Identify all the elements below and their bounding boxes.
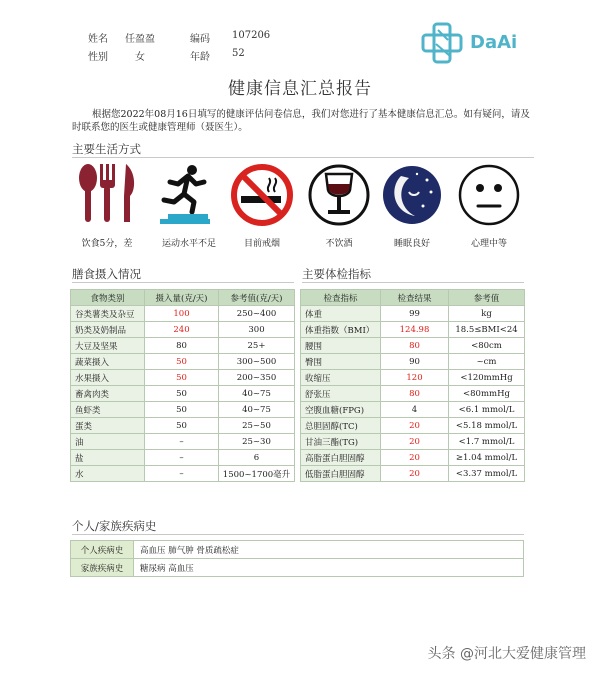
logo-text: DaAi — [470, 32, 518, 53]
row-label: 畜禽肉类 — [71, 386, 145, 402]
table-row — [71, 354, 295, 370]
row-label: 鱼虾类 — [71, 402, 145, 418]
table-row — [301, 466, 525, 482]
row-reference: 300 — [219, 322, 295, 338]
row-label: 总胆固醇(TC) — [301, 418, 381, 434]
row-label: 水果摄入 — [71, 370, 145, 386]
row-reference: ~cm — [449, 354, 525, 370]
row-value: 90 — [381, 354, 449, 370]
divider — [72, 534, 524, 535]
table-row — [301, 418, 525, 434]
table-row — [71, 434, 295, 450]
row-label: 水 — [71, 466, 145, 482]
table-row — [71, 418, 295, 434]
row-value: – — [145, 434, 219, 450]
row-value: 20 — [381, 434, 449, 450]
row-label: 高脂蛋白胆固醇 — [301, 450, 381, 466]
table-row — [301, 338, 525, 354]
table-row — [301, 450, 525, 466]
page-title: 健康信息汇总报告 — [228, 79, 372, 99]
row-reference: 6 — [219, 450, 295, 466]
intro-paragraph: 根据您2022年08月16日填写的健康评估问卷信息，我们对您进行了基本健康信息汇总。如有疑问，请及时联系您的医生或健康管理师（聂医生）。 — [72, 109, 530, 133]
lifestyle-label-smoking: 目前戒烟 — [243, 239, 280, 249]
row-value: 50 — [145, 354, 219, 370]
row-value: 50 — [145, 370, 219, 386]
fork-knife-icon — [74, 162, 140, 228]
row-value: 240 — [145, 322, 219, 338]
row-value: 124.98 — [381, 322, 449, 338]
row-reference: <80mmHg — [449, 386, 525, 402]
table-row — [301, 354, 525, 370]
name-label: 姓名 — [88, 34, 108, 45]
row-label: 大豆及坚果 — [71, 338, 145, 354]
row-label: 舒张压 — [301, 386, 381, 402]
row-label: 蔬菜摄入 — [71, 354, 145, 370]
code-value: 107206 — [232, 30, 271, 41]
row-value: 80 — [381, 386, 449, 402]
lifestyle-label-mental: 心理中等 — [470, 239, 507, 249]
table-row — [301, 434, 525, 450]
table-header-row — [301, 290, 525, 306]
row-label: 体重指数（BMI） — [301, 322, 381, 338]
row-reference: kg — [449, 306, 525, 322]
table-row — [71, 338, 295, 354]
row-label: 体重 — [301, 306, 381, 322]
row-value: 50 — [145, 386, 219, 402]
row-value: 50 — [145, 402, 219, 418]
exam-heading: 主要体检指标 — [302, 267, 371, 281]
table-row — [301, 370, 525, 386]
table-row — [301, 386, 525, 402]
code-label: 编码 — [190, 34, 210, 45]
table-row — [71, 466, 295, 482]
neutral-face-icon — [456, 162, 522, 228]
sex-value: 女 — [135, 52, 145, 63]
history-heading: 个人/家族疾病史 — [72, 519, 157, 533]
row-label: 盐 — [71, 450, 145, 466]
table-row — [71, 559, 524, 577]
diet-heading: 膳食摄入情况 — [72, 267, 141, 281]
table-row — [71, 322, 295, 338]
row-label: 油 — [71, 434, 145, 450]
row-reference: 250~400 — [219, 306, 295, 322]
row-reference: 25~50 — [219, 418, 295, 434]
table-row — [71, 541, 524, 559]
row-reference: <80cm — [449, 338, 525, 354]
lifestyle-label-diet: 饮食5分，差 — [81, 239, 133, 249]
lifestyle-heading: 主要生活方式 — [72, 142, 141, 156]
row-value: 120 — [381, 370, 449, 386]
row-value: 4 — [381, 402, 449, 418]
running-icon — [156, 162, 222, 228]
row-reference: <3.37 mmol/L — [449, 466, 525, 482]
row-label: 蛋类 — [71, 418, 145, 434]
row-value: 80 — [145, 338, 219, 354]
sleep-moon-icon — [379, 162, 445, 228]
history-table — [70, 540, 524, 577]
name-value: 任盈盈 — [125, 34, 155, 45]
sex-label: 性别 — [88, 52, 108, 63]
row-reference: <120mmHg — [449, 370, 525, 386]
row-label: 收缩压 — [301, 370, 381, 386]
no-smoking-icon — [229, 162, 295, 228]
column-header: 参考值(克/天) — [219, 290, 295, 306]
row-label: 奶类及奶制品 — [71, 322, 145, 338]
row-label: 低脂蛋白胆固醇 — [301, 466, 381, 482]
row-value: 20 — [381, 466, 449, 482]
dayi-logo — [420, 20, 540, 66]
row-reference: <1.7 mmol/L — [449, 434, 525, 450]
exam-table — [300, 289, 525, 482]
column-header: 参考值 — [449, 290, 525, 306]
table-row — [301, 322, 525, 338]
row-value: 100 — [145, 306, 219, 322]
row-value: 20 — [381, 418, 449, 434]
row-reference: <5.18 mmol/L — [449, 418, 525, 434]
row-reference: 40~75 — [219, 402, 295, 418]
row-value: 99 — [381, 306, 449, 322]
row-reference: 1500~1700毫升 — [219, 466, 295, 482]
watermark: 头条 @河北大爱健康管理 — [427, 646, 586, 662]
row-label: 腰围 — [301, 338, 381, 354]
lifestyle-label-drinking: 不饮酒 — [325, 239, 353, 249]
row-reference: 25+ — [219, 338, 295, 354]
row-value: 20 — [381, 450, 449, 466]
history-value: 糖尿病 高血压 — [134, 559, 524, 577]
row-label: 臀围 — [301, 354, 381, 370]
wine-glass-icon — [306, 162, 372, 228]
history-label: 个人疾病史 — [71, 541, 134, 559]
divider — [72, 282, 294, 283]
row-label: 甘油三酯(TG) — [301, 434, 381, 450]
row-reference: 25~30 — [219, 434, 295, 450]
table-header-row — [71, 290, 295, 306]
table-row — [301, 306, 525, 322]
row-reference: <6.1 mmol/L — [449, 402, 525, 418]
lifestyle-label-exercise: 运动水平不足 — [161, 239, 216, 249]
divider — [72, 157, 534, 158]
column-header: 检查结果 — [381, 290, 449, 306]
row-value: 50 — [145, 418, 219, 434]
row-reference: 300~500 — [219, 354, 295, 370]
age-value: 52 — [232, 48, 245, 59]
row-value: – — [145, 450, 219, 466]
history-value: 高血压 肺气肿 骨质疏松症 — [134, 541, 524, 559]
column-header: 摄入量(克/天) — [145, 290, 219, 306]
row-reference: 18.5≤BMI<24 — [449, 322, 525, 338]
column-header: 检查指标 — [301, 290, 381, 306]
table-row — [71, 370, 295, 386]
table-row — [71, 402, 295, 418]
column-header: 食物类别 — [71, 290, 145, 306]
row-reference: 40~75 — [219, 386, 295, 402]
table-row — [71, 386, 295, 402]
table-row — [71, 306, 295, 322]
diet-table — [70, 289, 295, 482]
lifestyle-label-sleep: 睡眠良好 — [393, 239, 430, 249]
row-reference: 200~350 — [219, 370, 295, 386]
row-label: 空腹血糖(FPG) — [301, 402, 381, 418]
row-label: 谷类薯类及杂豆 — [71, 306, 145, 322]
age-label: 年龄 — [190, 52, 210, 63]
row-value: 80 — [381, 338, 449, 354]
divider — [302, 282, 524, 283]
row-reference: ≥1.04 mmol/L — [449, 450, 525, 466]
row-value: – — [145, 466, 219, 482]
table-row — [71, 450, 295, 466]
history-label: 家族疾病史 — [71, 559, 134, 577]
table-row — [301, 402, 525, 418]
